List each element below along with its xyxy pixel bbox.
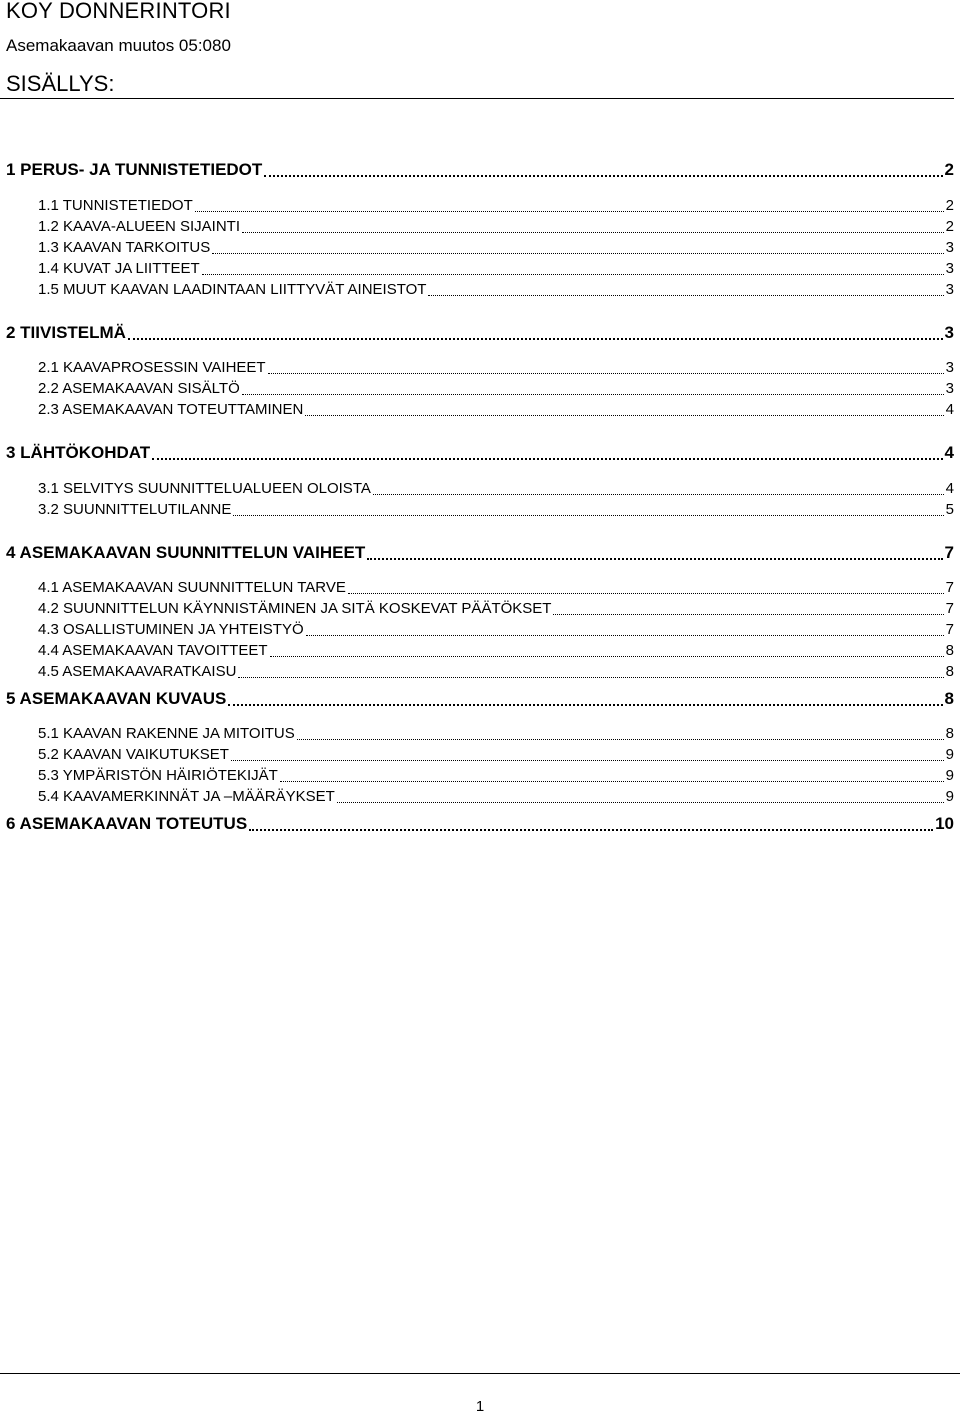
toc-subsection-label: 1.1 TUNNISTETIEDOT bbox=[38, 197, 193, 214]
toc-subsection-entry[interactable] bbox=[6, 661, 954, 682]
toc-subsection-label: 5.3 YMPÄRISTÖN HÄIRIÖTEKIJÄT bbox=[38, 767, 278, 784]
toc-section-page: 7 bbox=[944, 543, 954, 562]
toc-subsection-page: 9 bbox=[945, 788, 954, 805]
toc-subsection-page: 3 bbox=[945, 359, 954, 376]
toc-section-label: 5 ASEMAKAAVAN KUVAUS bbox=[6, 689, 227, 708]
toc-subsection-page: 3 bbox=[945, 380, 954, 397]
toc-subsection-entry[interactable] bbox=[6, 399, 954, 420]
toc-subsection-entry[interactable] bbox=[6, 765, 954, 786]
toc-subsection-entry[interactable] bbox=[6, 357, 954, 378]
toc-section-page: 10 bbox=[935, 814, 954, 833]
toc-subsection-page: 8 bbox=[945, 663, 954, 680]
toc-subsection-page: 8 bbox=[945, 642, 954, 659]
footer-divider bbox=[0, 1373, 960, 1374]
toc-subsection-entry[interactable] bbox=[6, 216, 954, 237]
toc-section-entry[interactable] bbox=[6, 322, 954, 344]
toc-subsection-label: 4.5 ASEMAKAAVARATKAISU bbox=[38, 663, 237, 680]
dot-leader bbox=[270, 656, 944, 657]
page-number: 1 bbox=[475, 1398, 485, 1415]
toc-subsection-entry[interactable] bbox=[6, 258, 954, 279]
toc-subsection-page: 2 bbox=[945, 197, 954, 214]
toc-subsection-page: 7 bbox=[945, 579, 954, 596]
dot-leader bbox=[152, 458, 942, 460]
dot-leader bbox=[238, 677, 943, 678]
toc-subsection-entry[interactable] bbox=[6, 598, 954, 619]
page-header bbox=[6, 0, 956, 96]
toc-subsection-label: 5.2 KAAVAN VAIKUTUKSET bbox=[38, 746, 229, 763]
toc-subsection-label: 5.4 KAAVAMERKINNÄT JA –MÄÄRÄYKSET bbox=[38, 788, 335, 805]
toc-section-entry[interactable] bbox=[6, 159, 954, 181]
toc-section-label: 1 PERUS- JA TUNNISTETIEDOT bbox=[6, 160, 263, 179]
toc-subsection-entry[interactable] bbox=[6, 237, 954, 258]
dot-leader bbox=[428, 295, 943, 296]
toc-subsection-label: 4.4 ASEMAKAAVAN TAVOITTEET bbox=[38, 642, 268, 659]
dot-leader bbox=[553, 614, 943, 615]
dot-leader bbox=[280, 781, 944, 782]
dot-leader bbox=[337, 802, 944, 803]
toc-section-label: 4 ASEMAKAAVAN SUUNNITTELUN VAIHEET bbox=[6, 543, 366, 562]
toc-subsection-label: 1.3 KAAVAN TARKOITUS bbox=[38, 239, 211, 256]
dot-leader bbox=[268, 373, 944, 374]
toc-subsection-page: 7 bbox=[945, 621, 954, 638]
dot-leader bbox=[306, 635, 944, 636]
toc-subsection-entry[interactable] bbox=[6, 723, 954, 744]
toc-section-entry[interactable] bbox=[6, 442, 954, 464]
dot-leader bbox=[128, 338, 943, 340]
toc-subsection-page: 4 bbox=[945, 401, 954, 418]
toc-subsection-entry[interactable] bbox=[6, 786, 954, 807]
dot-leader bbox=[195, 211, 944, 212]
toc-subsection-page: 3 bbox=[945, 281, 954, 298]
toc-section-page: 8 bbox=[944, 689, 954, 708]
toc-subsection-page: 3 bbox=[945, 260, 954, 277]
toc-section-label: 2 TIIVISTELMÄ bbox=[6, 323, 126, 342]
toc-subsection-label: 2.1 KAAVAPROSESSIN VAIHEET bbox=[38, 359, 266, 376]
dot-leader bbox=[373, 494, 944, 495]
toc-subsection-entry[interactable] bbox=[6, 619, 954, 640]
dot-leader bbox=[242, 394, 944, 395]
dot-leader bbox=[212, 253, 943, 254]
toc-subsection-label: 3.1 SELVITYS SUUNNITTELUALUEEN OLOISTA bbox=[38, 480, 371, 497]
document-title: KOY DONNERINTORI bbox=[6, 0, 231, 23]
dot-leader bbox=[228, 704, 942, 706]
header-divider bbox=[0, 98, 954, 99]
toc-subsection-page: 3 bbox=[945, 239, 954, 256]
toc-subsection-page: 9 bbox=[945, 746, 954, 763]
toc-subsection-entry[interactable] bbox=[6, 478, 954, 499]
document-subtitle: Asemakaavan muutos 05:080 bbox=[6, 36, 231, 55]
dot-leader bbox=[297, 739, 944, 740]
toc-section-label: 6 ASEMAKAAVAN TOTEUTUS bbox=[6, 814, 248, 833]
toc-subsection-label: 1.4 KUVAT JA LIITTEET bbox=[38, 260, 200, 277]
dot-leader bbox=[264, 175, 942, 177]
toc-subsection-page: 7 bbox=[945, 600, 954, 617]
toc-subsection-page: 9 bbox=[945, 767, 954, 784]
toc-subsection-label: 1.5 MUUT KAAVAN LAADINTAAN LIITTYVÄT AINEISTOT bbox=[38, 281, 427, 298]
toc-section-entry[interactable] bbox=[6, 688, 954, 710]
toc-subsection-page: 5 bbox=[945, 501, 954, 518]
dot-leader bbox=[305, 415, 943, 416]
dot-leader bbox=[348, 593, 944, 594]
toc-subsection-entry[interactable] bbox=[6, 744, 954, 765]
toc-section-page: 4 bbox=[944, 443, 954, 462]
table-of-contents bbox=[6, 159, 954, 835]
toc-section-page: 2 bbox=[944, 160, 954, 179]
toc-section-entry[interactable] bbox=[6, 542, 954, 564]
toc-subsection-entry[interactable] bbox=[6, 577, 954, 598]
toc-subsection-page: 2 bbox=[945, 218, 954, 235]
dot-leader bbox=[233, 515, 943, 516]
toc-subsection-label: 2.2 ASEMAKAAVAN SISÄLTÖ bbox=[38, 380, 240, 397]
toc-subsection-label: 4.3 OSALLISTUMINEN JA YHTEISTYÖ bbox=[38, 621, 304, 638]
dot-leader bbox=[249, 829, 933, 831]
toc-subsection-label: 3.2 SUUNNITTELUTILANNE bbox=[38, 501, 232, 518]
toc-subsection-label: 4.1 ASEMAKAAVAN SUUNNITTELUN TARVE bbox=[38, 579, 346, 596]
toc-subsection-page: 4 bbox=[945, 480, 954, 497]
toc-subsection-page: 8 bbox=[945, 725, 954, 742]
toc-subsection-label: 1.2 KAAVA-ALUEEN SIJAINTI bbox=[38, 218, 241, 235]
dot-leader bbox=[242, 232, 944, 233]
toc-subsection-label: 4.2 SUUNNITTELUN KÄYNNISTÄMINEN JA SITÄ KOSKEVAT PÄÄTÖKSET bbox=[38, 600, 552, 617]
dot-leader bbox=[231, 760, 944, 761]
toc-subsection-entry[interactable] bbox=[6, 378, 954, 399]
toc-subsection-entry[interactable] bbox=[6, 195, 954, 216]
toc-heading: SISÄLLYS: bbox=[6, 71, 115, 96]
toc-subsection-label: 5.1 KAAVAN RAKENNE JA MITOITUS bbox=[38, 725, 295, 742]
dot-leader bbox=[367, 558, 942, 560]
toc-subsection-entry[interactable] bbox=[6, 640, 954, 661]
dot-leader bbox=[202, 274, 944, 275]
toc-subsection-entry[interactable] bbox=[6, 499, 954, 520]
toc-subsection-entry[interactable] bbox=[6, 279, 954, 300]
toc-section-label: 3 LÄHTÖKOHDAT bbox=[6, 443, 151, 462]
toc-subsection-label: 2.3 ASEMAKAAVAN TOTEUTTAMINEN bbox=[38, 401, 304, 418]
toc-section-page: 3 bbox=[944, 323, 954, 342]
toc-section-entry[interactable] bbox=[6, 813, 954, 835]
